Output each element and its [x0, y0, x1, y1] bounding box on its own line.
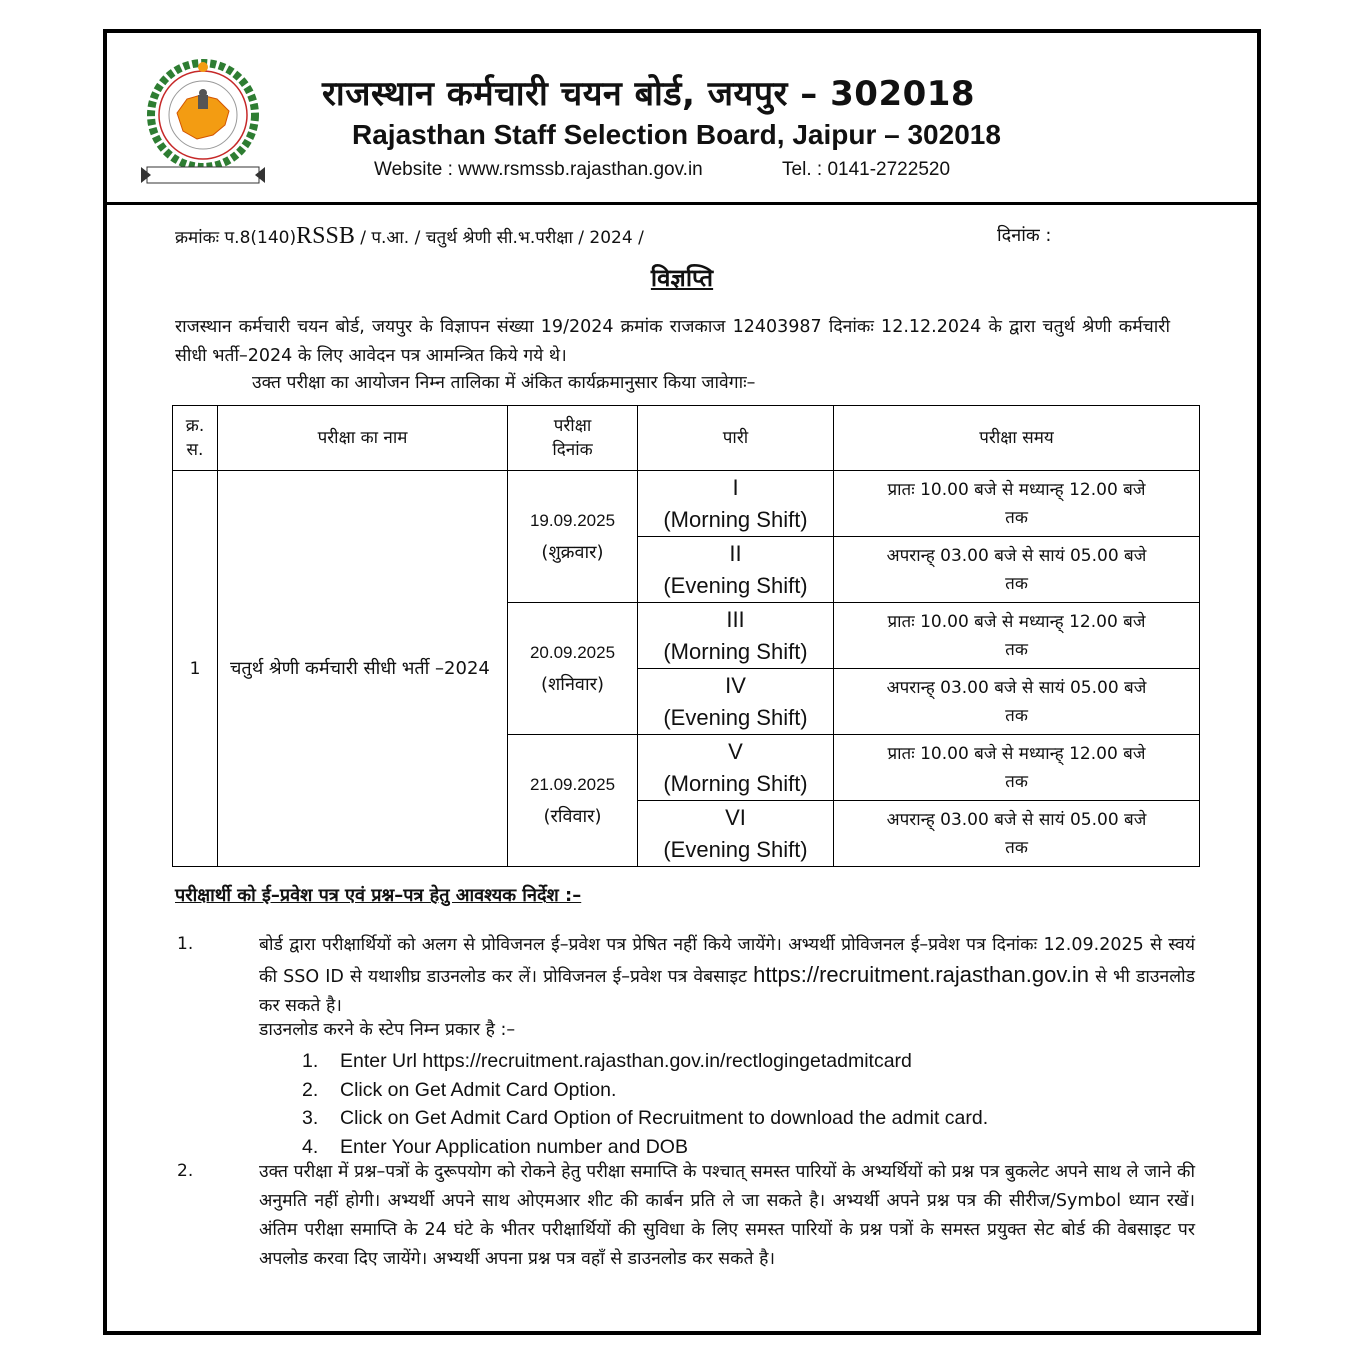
cell-time: प्रातः 10.00 बजे से मध्यान्ह् 12.00 बजे तक	[834, 471, 1200, 537]
item-number: 2.	[177, 1161, 194, 1181]
document-frame	[103, 29, 1261, 1335]
ref-suffix: / प.आ. / चतुर्थ श्रेणी सी.भ.परीक्षा / 2024 /	[360, 228, 644, 248]
cell-time: प्रातः 10.00 बजे से मध्यान्ह् 12.00 बजे तक	[834, 603, 1200, 669]
cell-shift: II (Evening Shift)	[638, 537, 834, 603]
download-steps-list	[302, 1047, 988, 1161]
cell-shift: III (Morning Shift)	[638, 603, 834, 669]
header-exam-time: परीक्षा समय	[834, 406, 1200, 471]
instruction-item-2: उक्त परीक्षा में प्रश्न–पत्रों के दुरूपयोग को रोकने हेतु परीक्षा समाप्ति के पश्चात् समस्त पारियों के अभ्यर्थियों को प्रश्न पत्र बुकलेट अपने साथ ले जाने की अनुमति नहीं होगी। अभ्यर्थी अपने साथ ओएमआर शीट की कार्बन प्रति ले जा सकते है। अभ्यर्थी अपने प्रश्न पत्र की सीरीज/Symbol ध्यान रखें। अंतिम परीक्षा समाप्ति के 24 घंटे के भीतर परीक्षार्थियों की सुविधा के लिए समस्त पारियों के प्रश्न पत्रों के समस्त प्रयुक्त सेट बोर्ड की वेबसाइट पर अपलोड करवा दिए जायेंगे। अभ्यर्थी अपना प्रश्न पत्र वहाँ से डाउनलोड कर सकते है।	[259, 1162, 1195, 1269]
cell-time: प्रातः 10.00 बजे से मध्यान्ह् 12.00 बजे तक	[834, 735, 1200, 801]
cell-exam-name: चतुर्थ श्रेणी कर्मचारी सीधी भर्ती –2024	[218, 471, 508, 867]
cell-shift: VI (Evening Shift)	[638, 801, 834, 867]
ref-code: RSSB	[296, 223, 355, 249]
item-number: 1.	[177, 934, 194, 954]
list-item: 3. Click on Get Admit Card Option of Recruitment to download the admit card.	[302, 1107, 989, 1129]
recruitment-link[interactable]: https://recruitment.rajasthan.gov.in	[753, 962, 1089, 987]
cell-shift: I (Morning Shift)	[638, 471, 834, 537]
cell-time: अपरान्ह् 03.00 बजे से सायं 05.00 बजे तक	[834, 801, 1200, 867]
header-contact	[374, 159, 950, 181]
table-row	[173, 471, 1200, 537]
header-exam-date: परीक्षा दिनांक	[508, 406, 638, 471]
steps-intro: डाउनलोड करने के स्टेप निम्न प्रकार है :–	[259, 1020, 516, 1040]
cell-sno: 1	[173, 471, 218, 867]
cell-exam-date: 20.09.2025 (शनिवार)	[508, 603, 638, 735]
telephone-text: Tel. : 0141-2722520	[782, 159, 951, 180]
instruction-text: से भी डाउनलोड कर सकते है।	[259, 967, 1195, 1016]
cell-exam-date: 21.09.2025 (रविवार)	[508, 735, 638, 867]
header-title-hindi: राजस्थान कर्मचारी चयन बोर्ड, जयपुर – 302018	[322, 74, 976, 114]
table-header-row	[173, 406, 1200, 471]
ref-prefix: क्रमांकः प.8(140)	[175, 228, 297, 248]
cell-exam-date: 19.09.2025 (शुक्रवार)	[508, 471, 638, 603]
reference-number	[175, 223, 644, 250]
intro-paragraph: राजस्थान कर्मचारी चयन बोर्ड, जयपुर के विज्ञापन संख्या 19/2024 क्रमांक राजकाज 12403987 दिनांकः 12.12.2024 के द्वारा चतुर्थ श्रेणी कर्मचारी सीधी भर्ती–2024 के लिए आवेदन पत्र आमन्त्रित किये गये थे।	[175, 317, 1170, 366]
cell-shift: V (Morning Shift)	[638, 735, 834, 801]
date-label: दिनांक :	[997, 225, 1052, 246]
instruction-text: बोर्ड द्वारा परीक्षार्थियों को अलग से प्रोविजनल ई–प्रवेश पत्र प्रेषित नहीं किये जायेंगे। अभ्यर्थी प्रोविजनल ई–प्रवेश पत्र दिनांकः 12.09.2025 से स्वयं की SSO ID से यथाशीघ्र डाउनलोड कर लें। प्रोविजनल ई–प्रवेश पत्र वेबसाइट	[259, 935, 1195, 987]
list-item: 1. Enter Url https://recruitment.rajasthan.gov.in/rectlogingetadmitcard	[302, 1050, 912, 1072]
cell-time: अपरान्ह् 03.00 बजे से सायं 05.00 बजे तक	[834, 537, 1200, 603]
list-item: 2. Click on Get Admit Card Option.	[302, 1078, 617, 1101]
instruction-item-1	[259, 931, 1195, 1021]
instructions-heading: परीक्षार्थी को ई–प्रवेश पत्र एवं प्रश्न–पत्र हेतु आवश्यक निर्देश :–	[175, 885, 582, 906]
header-sno: क्र. स.	[173, 406, 218, 471]
header-exam-name: परीक्षा का नाम	[218, 406, 508, 471]
cell-time: अपरान्ह् 03.00 बजे से सायं 05.00 बजे तक	[834, 669, 1200, 735]
website-text: Website : www.rsmssb.rajasthan.gov.in	[374, 159, 703, 180]
letterhead	[107, 33, 1257, 205]
rsmssb-emblem-logo	[137, 55, 269, 193]
exam-schedule-table	[172, 405, 1200, 867]
header-title-english: Rajasthan Staff Selection Board, Jaipur – 302018	[352, 119, 1001, 150]
list-item: 4. Enter Your Application number and DOB	[302, 1135, 688, 1158]
notice-title: विज्ञप्ति	[650, 264, 714, 292]
intro-paragraph-2: उक्त परीक्षा का आयोजन निम्न तालिका में अंकित कार्यक्रमानुसार किया जावेगाः–	[252, 373, 756, 393]
cell-shift: IV (Evening Shift)	[638, 669, 834, 735]
header-shift: पारी	[638, 406, 834, 471]
